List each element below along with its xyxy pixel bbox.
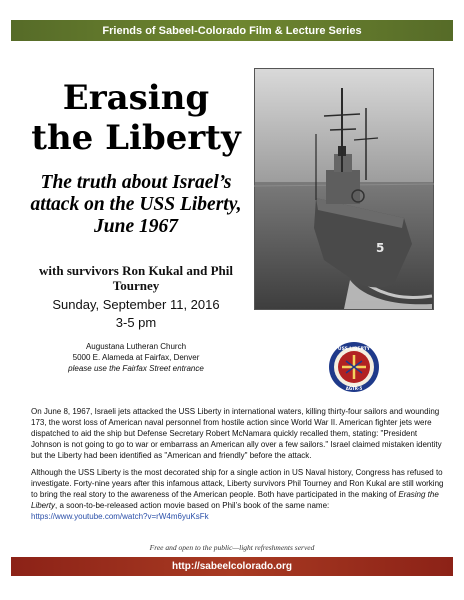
paragraph-2-text-a: Although the USS Liberty is the most decorated ship for a single action in US Naval history, Congress has refused to investigate. Forty-nine years after this infamous attack, Liberty survivors Phil Tourney and Ron Kukal are still working to bring the real story to the awareness of the American people. Both have participated in the making of <box>31 468 444 499</box>
trailer-link[interactable]: https://www.youtube.com/watch?v=rW4m6yuKsFk <box>31 512 209 521</box>
survivors-line: with survivors Ron Kukal and Phil Tourney <box>39 263 233 293</box>
seal-top-text: USS LIBERTY <box>337 347 371 352</box>
hull-number: 5 <box>376 241 385 255</box>
description-paragraph-1: On June 8, 1967, Israeli jets attacked the USS Liberty in international waters, killing thirty-four sailors and wounding 173, the worst loss of American naval personnel from hostile action since World War II. American fighter jets were dispatched to aid the ship but Defense Secretary Robert McNamara quickly recalled them, stating: "President Johnson is not going to go to war or embarrass an American ally over a few sailors." Israel claimed mistaken identity but the Liberty had been identified as "American and friendly" before the attack. <box>31 407 442 460</box>
ship-superstructure <box>326 170 360 204</box>
uss-liberty-photo <box>254 68 434 310</box>
website-banner <box>11 557 453 576</box>
event-title-line2: the Liberty <box>31 118 241 158</box>
series-title: Friends of Sabeel-Colorado Film & Lecture Series <box>102 24 362 37</box>
website-url[interactable]: http://sabeelcolorado.org <box>171 561 292 572</box>
seal-bottom-text: AGTR-5 <box>345 386 363 391</box>
mast-yard-2 <box>330 129 356 130</box>
movie-title: Erasing the Liberty <box>31 490 439 510</box>
event-description <box>31 406 445 528</box>
series-banner <box>11 20 453 41</box>
venue-address: 5000 E. Alameda at Fairfax, Denver <box>72 353 200 362</box>
paragraph-2-text-b: , a soon-to-be-released action movie based on Phil’s book of the same name: <box>55 501 330 510</box>
venue-entrance-note: please use the Fairfax Street entrance <box>68 364 204 373</box>
refreshments-note: Free and open to the public—light refreshments served <box>149 543 315 552</box>
uss-liberty-seal <box>328 341 380 393</box>
event-title-line1: Erasing <box>62 78 210 118</box>
event-date: Sunday, September 11, 2016 <box>52 297 220 312</box>
description-paragraph-2 <box>31 467 445 522</box>
event-time: 3-5 pm <box>115 315 157 330</box>
venue-block <box>20 341 252 374</box>
venue-name: Augustana Lutheran Church <box>85 342 187 351</box>
event-title <box>20 78 252 158</box>
event-subtitle: The truth about Israel’s attack on the USS Liberty, June 1967 <box>30 172 242 237</box>
